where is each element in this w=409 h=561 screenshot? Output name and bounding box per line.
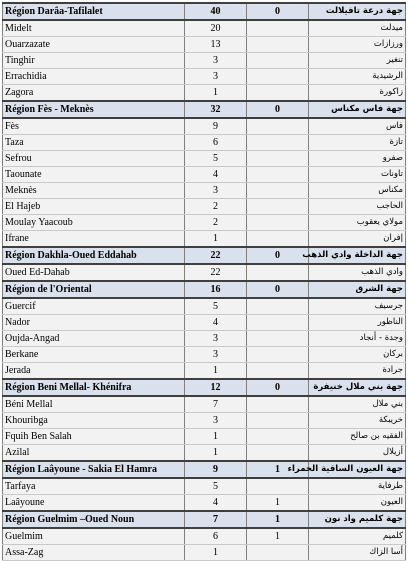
- province-row: [3, 135, 406, 151]
- province-row: [3, 413, 406, 429]
- region-name: Région Guelmim –Oued Noun: [3, 511, 185, 528]
- province-name-arabic: خريبكة: [309, 413, 406, 429]
- province-row: [3, 199, 406, 215]
- province-extra: [247, 315, 309, 331]
- province-count: 7: [185, 396, 247, 413]
- province-name-arabic: إفران: [309, 231, 406, 248]
- province-extra: [247, 135, 309, 151]
- province-name: Moulay Yaacoub: [3, 215, 185, 231]
- province-count: 2: [185, 199, 247, 215]
- province-row: [3, 315, 406, 331]
- region-header-row: [3, 247, 406, 264]
- province-count: 4: [185, 167, 247, 183]
- province-extra: [247, 298, 309, 315]
- province-count: 3: [185, 183, 247, 199]
- province-row: [3, 495, 406, 512]
- province-name: Zagora: [3, 85, 185, 102]
- province-name-arabic: ورزازات: [309, 37, 406, 53]
- region-name-arabic: جهة فاس مكناس: [309, 101, 406, 118]
- province-extra: [247, 118, 309, 135]
- province-row: [3, 167, 406, 183]
- province-count: 3: [185, 347, 247, 363]
- province-name: Midelt: [3, 20, 185, 37]
- province-extra: [247, 331, 309, 347]
- province-name: Fès: [3, 118, 185, 135]
- province-row: [3, 545, 406, 561]
- region-name-arabic: جهة كلميم واد نون: [309, 511, 406, 528]
- province-name: Nador: [3, 315, 185, 331]
- province-name: Guelmim: [3, 528, 185, 545]
- province-extra: [247, 85, 309, 102]
- region-extra: 1: [247, 461, 309, 478]
- province-count: 5: [185, 478, 247, 495]
- region-extra: 0: [247, 281, 309, 298]
- region-total: 16: [185, 281, 247, 298]
- province-count: 22: [185, 264, 247, 281]
- province-count: 5: [185, 151, 247, 167]
- province-name: Khouribga: [3, 413, 185, 429]
- province-name-arabic: الفقيه بن صالح: [309, 429, 406, 445]
- province-name-arabic: الرشيدية: [309, 69, 406, 85]
- province-extra: [247, 151, 309, 167]
- province-name-arabic: الحاجب: [309, 199, 406, 215]
- province-extra: [247, 413, 309, 429]
- province-name-arabic: فاس: [309, 118, 406, 135]
- province-count: 3: [185, 413, 247, 429]
- province-name: Assa-Zag: [3, 545, 185, 561]
- province-name-arabic: أزيلال: [309, 445, 406, 462]
- region-data-table: [2, 2, 406, 561]
- province-name-arabic: أسا الزاك: [309, 545, 406, 561]
- province-extra: [247, 37, 309, 53]
- province-count: 3: [185, 53, 247, 69]
- province-extra: [247, 215, 309, 231]
- province-name: Oujda-Angad: [3, 331, 185, 347]
- province-name-arabic: ميدلت: [309, 20, 406, 37]
- province-row: [3, 331, 406, 347]
- province-count: 3: [185, 331, 247, 347]
- province-extra: [247, 199, 309, 215]
- province-count: 2: [185, 215, 247, 231]
- province-row: [3, 118, 406, 135]
- region-header-row: [3, 101, 406, 118]
- province-extra: 1: [247, 528, 309, 545]
- region-name-arabic: جهة العيون الساقية الحمراء: [309, 461, 406, 478]
- region-header-row: [3, 461, 406, 478]
- province-name: Tinghir: [3, 53, 185, 69]
- province-row: [3, 478, 406, 495]
- province-name: Jerada: [3, 363, 185, 380]
- region-name-arabic: جهة بني ملال خنيفرة: [309, 379, 406, 396]
- province-name: Meknès: [3, 183, 185, 199]
- province-name-arabic: تاونات: [309, 167, 406, 183]
- province-count: 1: [185, 363, 247, 380]
- province-name-arabic: طرفاية: [309, 478, 406, 495]
- province-row: [3, 53, 406, 69]
- province-extra: [247, 363, 309, 380]
- province-count: 9: [185, 118, 247, 135]
- region-total: 40: [185, 3, 247, 20]
- province-extra: [247, 347, 309, 363]
- province-name: Oued Ed-Dahab: [3, 264, 185, 281]
- province-row: [3, 363, 406, 380]
- province-name: Laâyoune: [3, 495, 185, 512]
- province-name: Sefrou: [3, 151, 185, 167]
- province-name-arabic: مكناس: [309, 183, 406, 199]
- province-count: 13: [185, 37, 247, 53]
- region-extra: 1: [247, 511, 309, 528]
- province-row: [3, 20, 406, 37]
- province-row: [3, 264, 406, 281]
- region-total: 9: [185, 461, 247, 478]
- province-row: [3, 429, 406, 445]
- province-name: Béni Mellal: [3, 396, 185, 413]
- region-extra: 0: [247, 247, 309, 264]
- province-extra: [247, 478, 309, 495]
- region-name-arabic: جهة درعة تافيلالت: [309, 3, 406, 20]
- province-name: Taza: [3, 135, 185, 151]
- province-extra: [247, 429, 309, 445]
- region-header-row: [3, 281, 406, 298]
- region-name: Région Dakhla-Oued Eddahab: [3, 247, 185, 264]
- province-name-arabic: بركان: [309, 347, 406, 363]
- province-count: 1: [185, 429, 247, 445]
- province-name-arabic: جرادة: [309, 363, 406, 380]
- region-extra: 0: [247, 101, 309, 118]
- region-name: Région de l'Oriental: [3, 281, 185, 298]
- province-name: Ifrane: [3, 231, 185, 248]
- region-header-row: [3, 379, 406, 396]
- province-name: Fquih Ben Salah: [3, 429, 185, 445]
- province-name: Azilal: [3, 445, 185, 462]
- region-total: 32: [185, 101, 247, 118]
- province-extra: [247, 445, 309, 462]
- province-name-arabic: كلميم: [309, 528, 406, 545]
- region-name-arabic: جهة الشرق: [309, 281, 406, 298]
- province-row: [3, 151, 406, 167]
- province-extra: [247, 167, 309, 183]
- province-row: [3, 298, 406, 315]
- region-name: Région Beni Mellal- Khénifra: [3, 379, 185, 396]
- region-total: 12: [185, 379, 247, 396]
- province-row: [3, 231, 406, 248]
- province-extra: [247, 53, 309, 69]
- province-row: [3, 69, 406, 85]
- province-count: 1: [185, 85, 247, 102]
- province-count: 1: [185, 545, 247, 561]
- province-name: Taounate: [3, 167, 185, 183]
- region-extra: 0: [247, 379, 309, 396]
- province-extra: [247, 264, 309, 281]
- province-extra: [247, 183, 309, 199]
- province-name-arabic: الناظور: [309, 315, 406, 331]
- province-count: 5: [185, 298, 247, 315]
- province-name-arabic: تنغير: [309, 53, 406, 69]
- province-row: [3, 37, 406, 53]
- province-count: 4: [185, 315, 247, 331]
- region-name-arabic: جهة الداخلة وادي الذهب: [309, 247, 406, 264]
- province-count: 20: [185, 20, 247, 37]
- province-extra: [247, 20, 309, 37]
- province-count: 1: [185, 445, 247, 462]
- province-count: 1: [185, 231, 247, 248]
- province-name-arabic: وادي الذهب: [309, 264, 406, 281]
- province-count: 3: [185, 69, 247, 85]
- province-name: Berkane: [3, 347, 185, 363]
- region-header-row: [3, 511, 406, 528]
- province-name: Tarfaya: [3, 478, 185, 495]
- region-name: Région Darâa-Tafilalet: [3, 3, 185, 20]
- province-row: [3, 445, 406, 462]
- province-name: Ouarzazate: [3, 37, 185, 53]
- province-row: [3, 183, 406, 199]
- province-row: [3, 215, 406, 231]
- province-row: [3, 528, 406, 545]
- province-name-arabic: العيون: [309, 495, 406, 512]
- province-row: [3, 347, 406, 363]
- province-name-arabic: وجدة - أنجاد: [309, 331, 406, 347]
- region-total: 22: [185, 247, 247, 264]
- province-row: [3, 85, 406, 102]
- province-extra: [247, 69, 309, 85]
- province-name-arabic: بني ملال: [309, 396, 406, 413]
- province-extra: [247, 231, 309, 248]
- province-name-arabic: تازة: [309, 135, 406, 151]
- region-extra: 0: [247, 3, 309, 20]
- province-name: El Hajeb: [3, 199, 185, 215]
- province-extra: [247, 396, 309, 413]
- province-name-arabic: جرسيف: [309, 298, 406, 315]
- province-extra: [247, 545, 309, 561]
- province-count: 6: [185, 528, 247, 545]
- province-name-arabic: زاكورة: [309, 85, 406, 102]
- region-header-row: [3, 3, 406, 20]
- province-extra: 1: [247, 495, 309, 512]
- province-count: 6: [185, 135, 247, 151]
- province-name-arabic: صفرو: [309, 151, 406, 167]
- province-name: Errachidia: [3, 69, 185, 85]
- region-total: 7: [185, 511, 247, 528]
- region-name: Région Laâyoune - Sakia El Hamra: [3, 461, 185, 478]
- region-name: Région Fès - Meknès: [3, 101, 185, 118]
- province-name: Guercif: [3, 298, 185, 315]
- province-count: 4: [185, 495, 247, 512]
- province-row: [3, 396, 406, 413]
- province-name-arabic: مولاي يعقوب: [309, 215, 406, 231]
